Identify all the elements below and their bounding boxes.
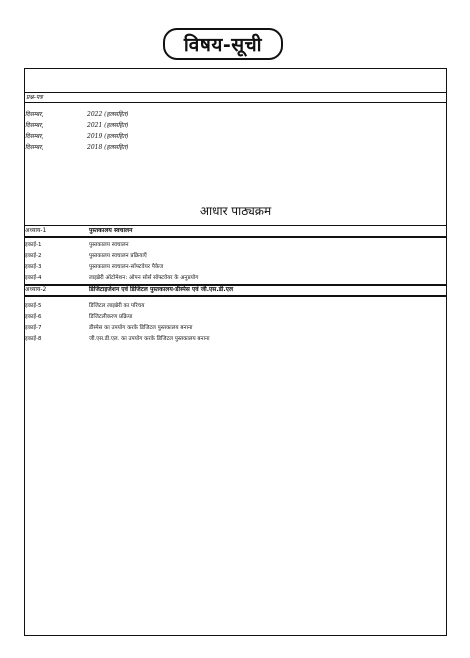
unit-title: लाइब्रेरी ऑटोमेशन: ओपन सोर्स सॉफ्टवेयर के अनुप्रयोग [89, 275, 199, 281]
paper-row [25, 142, 446, 153]
chapter-row [25, 226, 446, 236]
unit-title: डीस्पेस का उपयोग करके डिजिटल पुस्तकालय बनाना [89, 325, 193, 331]
unit-label: इकाई-8 [25, 336, 42, 342]
papers-heading: प्रश्न-पत्र [26, 94, 43, 101]
unit-label: इकाई-2 [25, 253, 42, 259]
chapter-label: अध्याय-1 [25, 227, 47, 234]
base-course-title: आधार पाठ्यक्रम [199, 204, 272, 218]
unit-row [25, 262, 446, 273]
divider [25, 295, 446, 297]
paper-month: दिसम्बर, [25, 133, 44, 140]
chapter-title: डिजिटाइजेशन एवं डिजिटल पुस्तकालय-डीस्पेस एवं जी.एस.डी.एल [89, 286, 234, 293]
divider [25, 236, 446, 238]
contents-frame [24, 68, 447, 636]
title-box [163, 28, 283, 60]
unit-row [25, 312, 446, 323]
paper-row [25, 109, 446, 120]
unit-label: इकाई-6 [25, 314, 42, 320]
paper-label: 2021 (हलसहित) [87, 122, 129, 129]
unit-row [25, 240, 446, 251]
chapter-title: पुस्तकालय स्वचालन [89, 227, 133, 234]
paper-row [25, 131, 446, 142]
unit-label: इकाई-3 [25, 264, 42, 270]
unit-title: डिजिटल लाइब्रेरी का परिचय [89, 303, 145, 309]
divider [25, 102, 446, 103]
unit-label: इकाई-4 [25, 275, 42, 281]
unit-row [25, 301, 446, 312]
unit-row [25, 334, 446, 345]
chapter-row [25, 285, 446, 295]
unit-row [25, 323, 446, 334]
page-title: विषय-सूची [183, 34, 263, 56]
unit-title: डिजिटलीकरण प्रक्रिया [89, 314, 133, 320]
paper-row [25, 120, 446, 131]
unit-row [25, 273, 446, 284]
unit-title: पुस्तकालय स्वचालन-सॉफ्टवेयर पैकेज [89, 264, 164, 270]
unit-title: जी.एस.डी.एल. का उपयोग करके डिजिटल पुस्तकालय बनाना [89, 336, 210, 342]
paper-month: दिसम्बर, [25, 122, 44, 129]
unit-label: इकाई-5 [25, 303, 42, 309]
paper-month: दिसम्बर, [25, 111, 44, 118]
chapter-label: अध्याय-2 [25, 286, 47, 293]
paper-label: 2022 (हलसहित) [87, 111, 129, 118]
paper-month: दिसम्बर, [25, 144, 44, 151]
paper-label: 2018 (हलसहित) [87, 144, 129, 151]
unit-title: पुस्तकालय स्वचालन [89, 242, 129, 248]
unit-title: पुस्तकालय स्वचालन प्रक्रियाएँ [89, 253, 147, 259]
unit-label: इकाई-1 [25, 242, 42, 248]
unit-row [25, 251, 446, 262]
unit-label: इकाई-7 [25, 325, 42, 331]
paper-label: 2019 (हलसहित) [87, 133, 129, 140]
